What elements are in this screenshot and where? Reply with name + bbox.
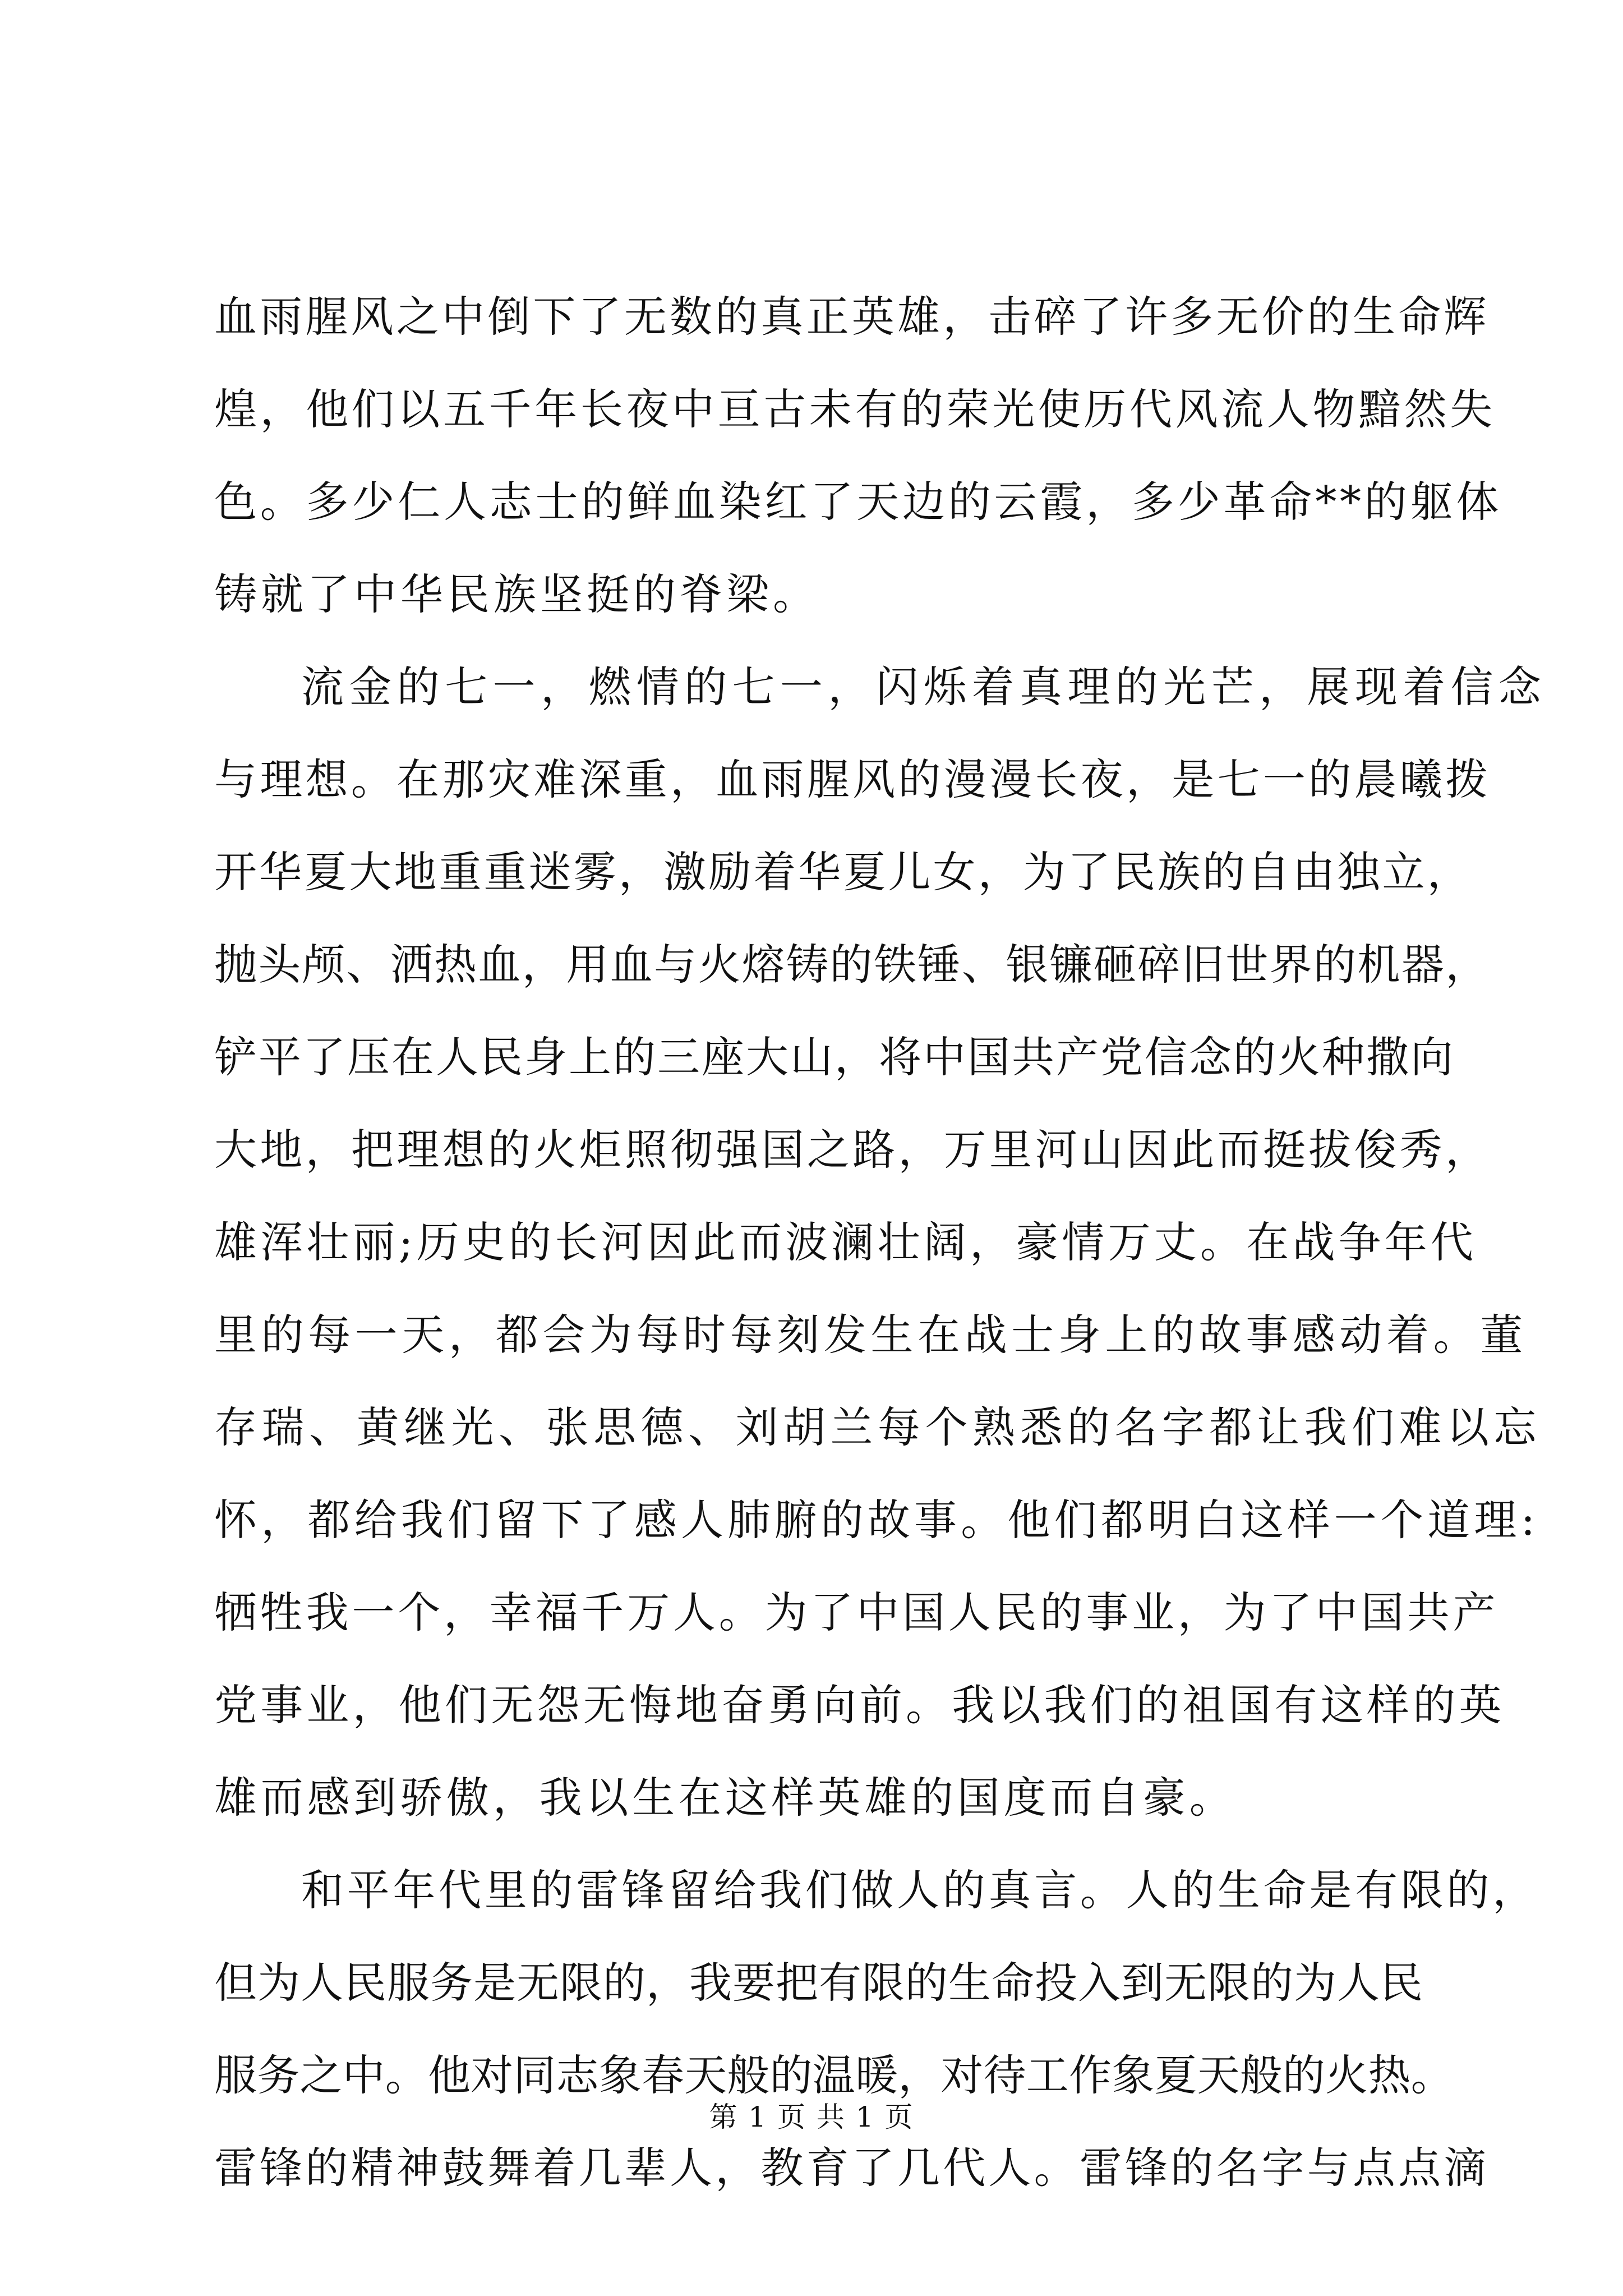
text-line: 里的每一天，都会为每时每刻发生在战士身上的故事感动着。董 <box>214 1310 1527 1360</box>
text-line: 大地，把理想的火炬照彻强国之路，万里河山因此而挺拔俊秀， <box>214 1125 1491 1175</box>
page-number-footer: 第 1 页 共 1 页 <box>709 2101 914 2133</box>
text-line: 与理想。在那灾难深重，血雨腥风的漫漫长夜，是七一的晨曦拨 <box>214 754 1491 804</box>
text-line: 怀，都给我们留下了感人肺腑的故事。他们都明白这样一个道理: <box>214 1495 1539 1545</box>
text-line: 雄浑壮丽;历史的长河因此而波澜壮阔，豪情万丈。在战争年代 <box>214 1217 1477 1267</box>
text-line: 色。多少仁人志士的鲜血染红了天边的云霞，多少革命**的躯体 <box>214 477 1502 527</box>
text-line: 血雨腥风之中倒下了无数的真正英雄，击碎了许多无价的生命辉 <box>214 292 1490 342</box>
document-body <box>214 289 1547 2233</box>
text-line: 服务之中。他对同志象春天般的温暖，对待工作象夏天般的火热。 <box>214 2050 1454 2100</box>
text-line: 开华夏大地重重迷雾，激励着华夏儿女，为了民族的自由独立， <box>214 847 1472 897</box>
paragraph-first-line: 流金的七一，燃情的七一，闪烁着真理的光芒，展现着信念 <box>301 662 1547 712</box>
text-line: 抛头颅、洒热血，用血与火熔铸的铁锤、银镰砸碎旧世界的机器， <box>214 940 1490 990</box>
text-line: 铸就了中华民族坚挺的脊梁。 <box>214 569 819 619</box>
text-line: 雷锋的精神鼓舞着几辈人，教育了几代人。雷锋的名字与点点滴 <box>214 2143 1490 2193</box>
text-line: 党事业，他们无怨无悔地奋勇向前。我以我们的祖国有这样的英 <box>214 1680 1505 1730</box>
text-line: 牺牲我一个，幸福千万人。为了中国人民的事业，为了中国共产 <box>214 1588 1499 1637</box>
text-line: 煌，他们以五千年长夜中亘古未有的荣光使历代风流人物黯然失 <box>214 384 1496 434</box>
text-line: 铲平了压在人民身上的三座大山，将中国共产党信念的火种撒向 <box>214 1032 1455 1082</box>
paragraph-first-line: 和平年代里的雷锋留给我们做人的真言。人的生命是有限的， <box>301 1865 1538 1915</box>
text-line: 雄而感到骄傲，我以生在这样英雄的国度而自豪。 <box>214 1773 1236 1823</box>
text-line: 但为人民服务是无限的，我要把有限的生命投入到无限的为人民 <box>214 1958 1423 2008</box>
text-line: 存瑞、黄继光、张思德、刘胡兰每个熟悉的名字都让我们难以忘 <box>214 1402 1541 1452</box>
